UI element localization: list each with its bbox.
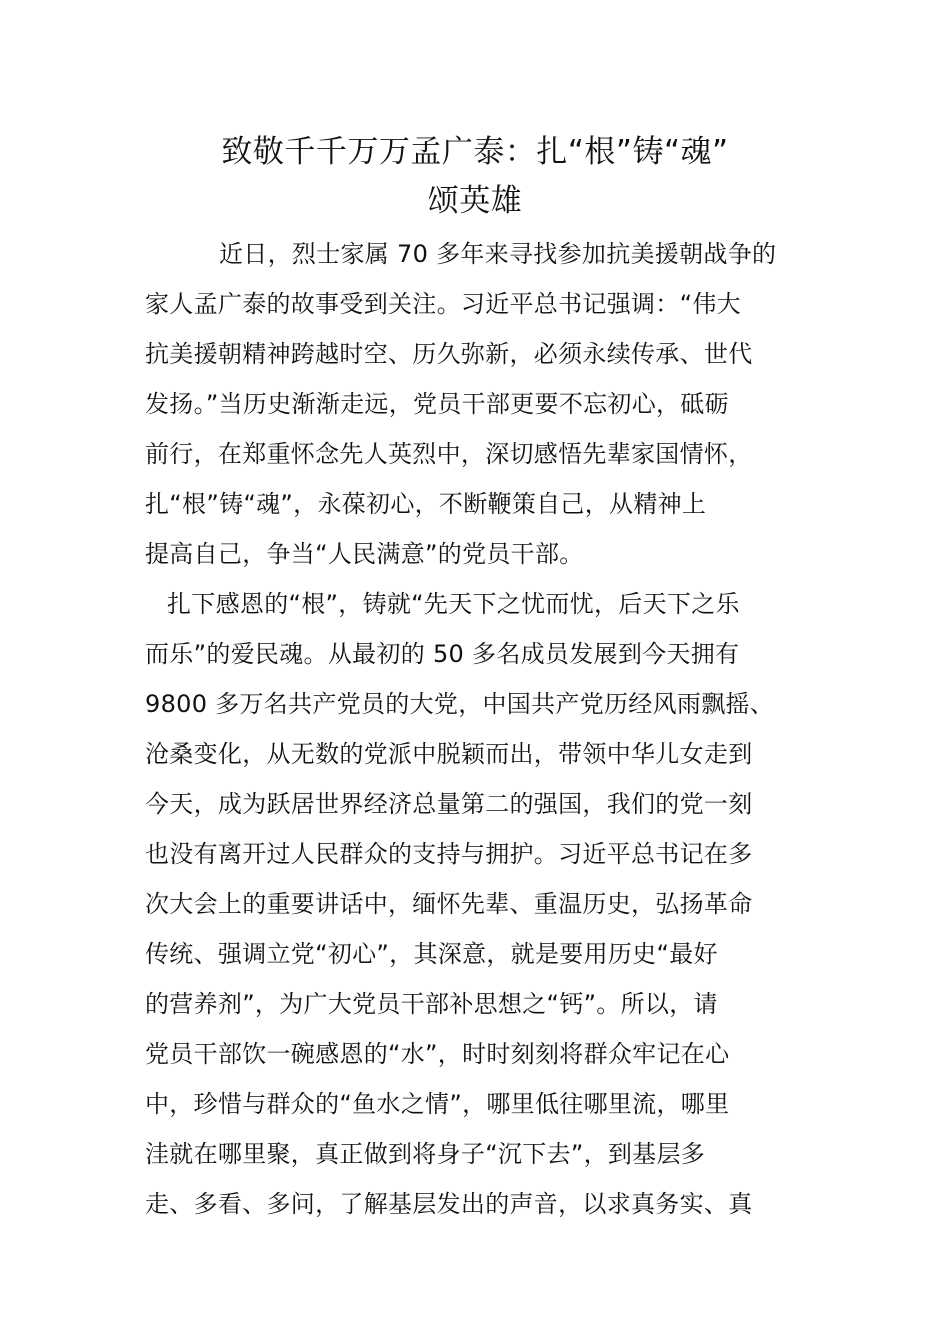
- paragraph-line: 近日，烈士家属 70 多年来寻找参加抗美援朝战争的: [219, 240, 777, 268]
- paragraph-line: 扎下感恩的“根”，铸就“先天下之忧而忧，后天下之乐: [167, 590, 740, 618]
- paragraph-line: 沧桑变化，从无数的党派中脱颖而出，带领中华儿女走到: [145, 740, 753, 768]
- paragraph-line: 走、多看、多问，了解基层发出的声音，以求真务实、真: [145, 1190, 753, 1218]
- paragraph-line: 洼就在哪里聚，真正做到将身子“沉下去”，到基层多: [145, 1140, 706, 1168]
- paragraph-line: 而乐”的爱民魂。从最初的 50 多名成员发展到今天拥有: [145, 640, 740, 668]
- document-title: [130, 128, 820, 226]
- paragraph-line: 9800 多万名共产党员的大党，中国共产党历经风雨飘摇、: [145, 690, 775, 718]
- paragraph-2: [145, 579, 810, 1229]
- paragraph-line: 中，珍惜与群众的“鱼水之情”，哪里低往哪里流，哪里: [145, 1090, 730, 1118]
- paragraph-line: 也没有离开过人民群众的支持与拥护。习近平总书记在多: [145, 840, 753, 868]
- paragraph-1: [145, 229, 810, 579]
- paragraph-line: 的营养剂”，为广大党员干部补思想之“钙”。所以，请: [145, 990, 718, 1018]
- paragraph-line: 扎“根”铸“魂”，永葆初心，不断鞭策自己，从精神上: [145, 490, 707, 518]
- paragraph-line: 前行，在郑重怀念先人英烈中，深切感悟先辈家国情怀，: [145, 440, 753, 468]
- paragraph-line: 今天，成为跃居世界经济总量第二的强国，我们的党一刻: [145, 790, 753, 818]
- paragraph-line: 抗美援朝精神跨越时空、历久弥新，必须永续传承、世代: [145, 340, 753, 368]
- paragraph-line: 党员干部饮一碗感恩的“水”，时时刻刻将群众牢记在心: [145, 1040, 730, 1068]
- title-line: 颂英雄: [427, 183, 523, 219]
- paragraph-line: 提高自己，争当“人民满意”的党员干部。: [145, 540, 584, 568]
- paragraph-line: 家人孟广泰的故事受到关注。习近平总书记强调：“伟大: [145, 290, 741, 318]
- title-line: 致敬千千万万孟广泰：扎“根”铸“魂”: [221, 134, 729, 170]
- paragraph-line: 传统、强调立党“初心”，其深意，就是要用历史“最好: [145, 940, 718, 968]
- paragraph-line: 发扬。”当历史渐渐走远，党员干部更要不忘初心，砥砺: [145, 390, 729, 418]
- paragraph-line: 次大会上的重要讲话中，缅怀先辈、重温历史，弘扬革命: [145, 890, 753, 918]
- document-body: [145, 229, 810, 1229]
